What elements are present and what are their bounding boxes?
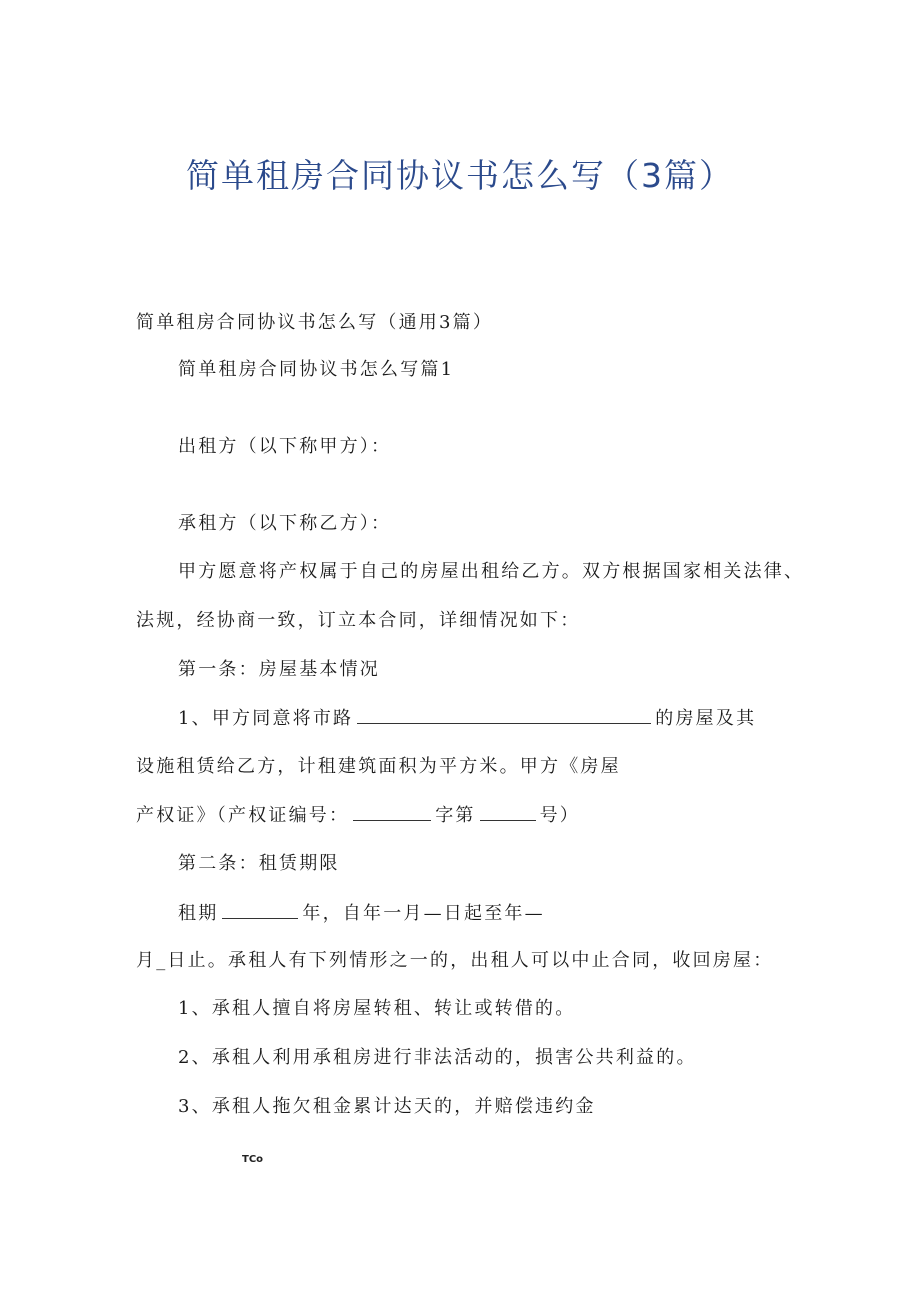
article2-item2: 2、承租人利用承租房进行非法活动的，损害公共利益的。 <box>178 1047 697 1068</box>
intro-line-1: 甲方愿意将产权属于自己的房屋出租给乙方。双方根据国家相关法律、 <box>178 561 805 582</box>
article1-line3 <box>136 803 580 828</box>
article1-item1-prefix: 1、甲方同意将市路 <box>178 708 354 729</box>
term-years-blank <box>222 901 298 919</box>
article1-line3-mid: 字第 <box>435 805 476 826</box>
article2-heading: 第二条：租赁期限 <box>178 853 340 874</box>
address-blank <box>357 706 651 724</box>
article2-term-suffix: 年，自年一月—日起至年— <box>302 903 545 924</box>
cert-number-blank <box>480 803 536 821</box>
article2-line2: 月_日止。承租人有下列情形之一的，出租人可以中止合同，收回房屋： <box>136 950 774 971</box>
footer-mark: TCo <box>242 1154 264 1165</box>
article1-item1 <box>178 706 756 731</box>
article1-line3-prefix: 产权证》（产权证编号： <box>136 805 350 826</box>
article2-item1: 1、承租人擅自将房屋转租、转让或转借的。 <box>178 998 576 1019</box>
article2-term <box>178 901 545 926</box>
article1-heading: 第一条：房屋基本情况 <box>178 659 380 680</box>
article2-term-prefix: 租期 <box>178 903 219 924</box>
document-title: 简单租房合同协议书怎么写（3篇） <box>186 156 734 195</box>
article1-line2: 设施租赁给乙方，计租建筑面积为平方米。甲方《房屋 <box>136 756 621 777</box>
cert-prefix-blank <box>353 803 431 821</box>
document-subtitle: 简单租房合同协议书怎么写（通用3篇） <box>136 312 494 333</box>
article1-item1-suffix: 的房屋及其 <box>655 708 757 729</box>
lessor-line: 出租方（以下称甲方）： <box>178 436 392 457</box>
lessee-line: 承租方（以下称乙方）： <box>178 513 392 534</box>
article1-line3-suffix: 号） <box>539 805 581 826</box>
section-heading: 简单租房合同协议书怎么写篇1 <box>178 359 455 380</box>
article2-item3: 3、承租人拖欠租金累计达天的，并赔偿违约金 <box>178 1096 596 1117</box>
intro-line-2: 法规，经协商一致，订立本合同，详细情况如下： <box>136 610 581 631</box>
